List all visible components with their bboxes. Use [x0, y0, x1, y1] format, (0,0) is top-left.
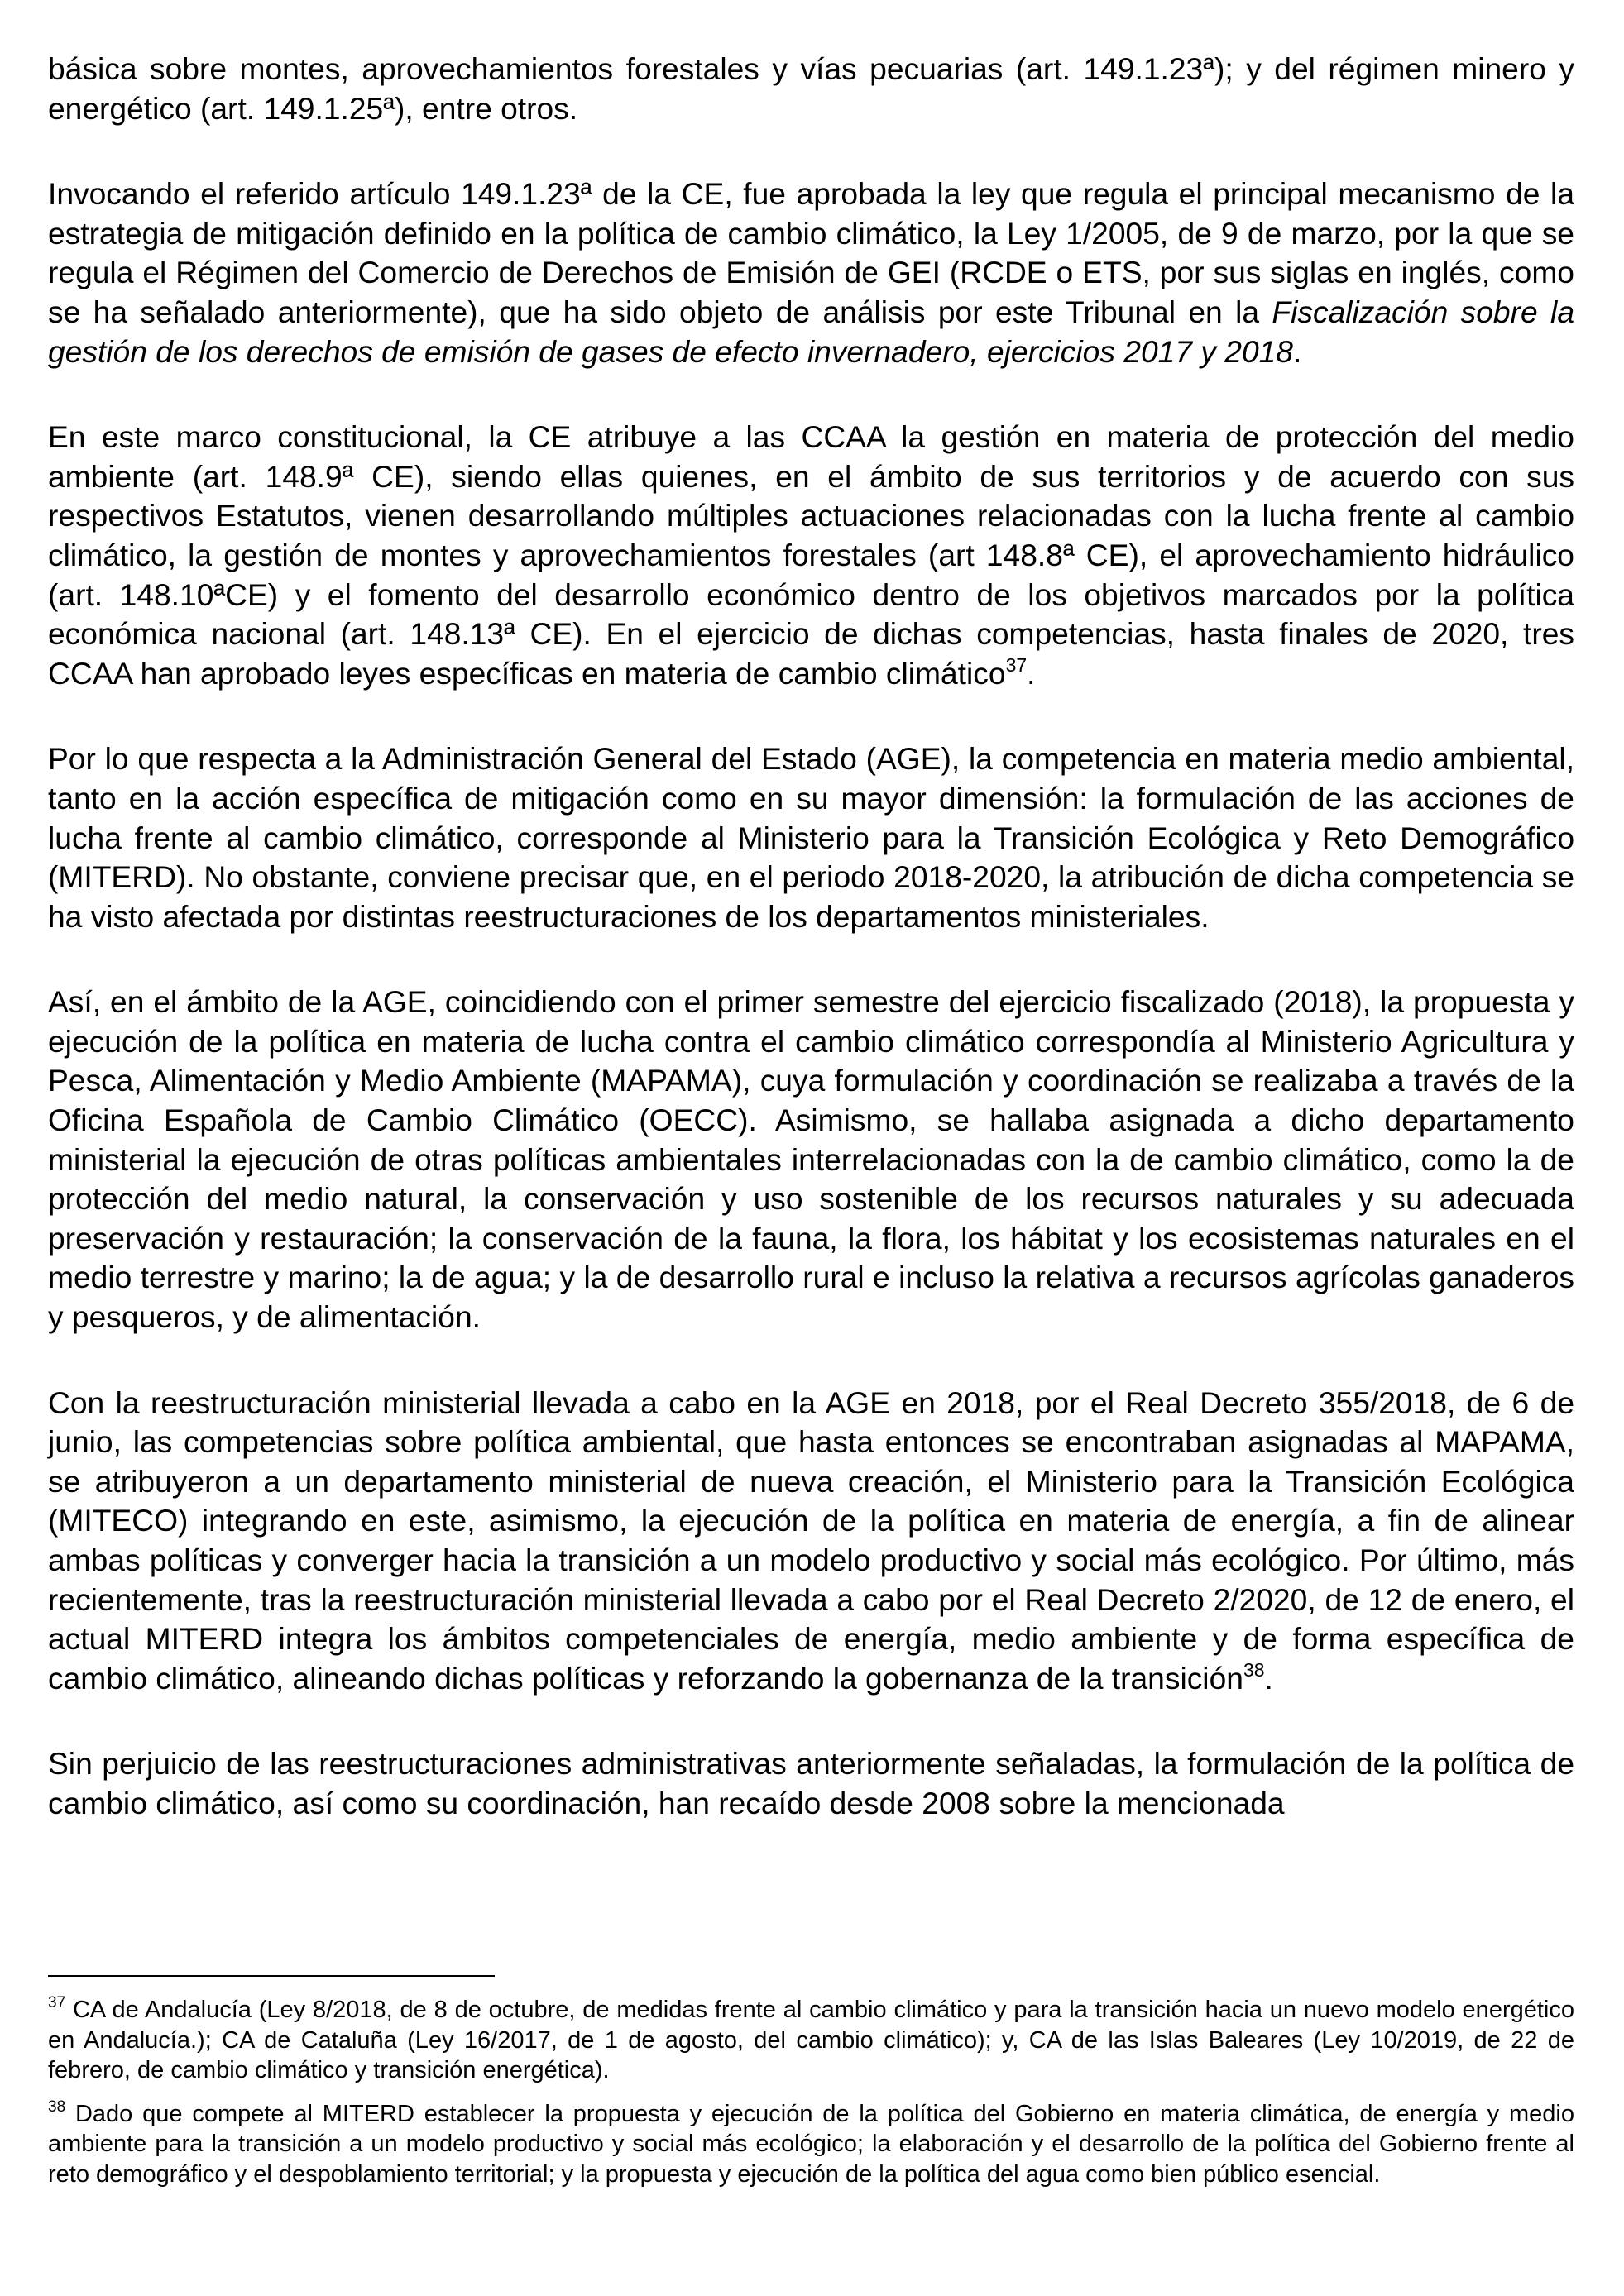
paragraph-3-text: En este marco constitucional, la CE atribuye a las CCAA la gestión en materia de protección del medio ambiente (art. 148.9ª CE), siendo ellas quienes, en el ámbito de sus territorios y de acuerdo con sus respectivos Estatutos, vienen desarrollando múltiples actuaciones relacionadas con la lucha frente al cambio climático, la gestión de montes y aprovechamientos forestales (art 148.8ª CE), el aprovechamiento hidráulico (art. 148.10ªCE) y el fomento del desarrollo económico dentro de los objetivos marcados por la política económica nacional (art. 148.13ª CE). En el ejercicio de dichas competencias, hasta finales de 2020, tres CCAA han aprobado leyes específicas en materia de cambio climático: [48, 419, 1574, 691]
footnote-number: 37: [48, 1994, 66, 2011]
footnote-text: Dado que compete al MITERD establecer la propuesta y ejecución de la política del Gobierno en materia climática, de energía y medio ambiente para la transición a un modelo productivo y social más ecológico; la elaboración y el desarrollo de la política del Gobierno frente al reto demográfico y el despoblamiento territorial; y la propuesta y ejecución de la política del agua como bien público esencial.: [48, 2100, 1574, 2188]
paragraph-2-text: Invocando el referido artículo 149.1.23ª de la CE, fue aprobada la ley que regula el principal mecanismo de la estrategia de mitigación definido en la política de cambio climático, la Ley 1/2005, de 9 de marzo, por la que se regula el Régimen del Comercio de Derechos de Emisión de GEI (RCDE o ETS, por sus siglas en inglés, como se ha señalado anteriormente), que ha sido objeto de análisis por este Tribunal en la: [48, 176, 1574, 329]
footnote-37: [48, 1995, 1574, 2086]
footnotes-section: [48, 1975, 1574, 2203]
report-title-italic: Fiscalización sobre la gestión de los derechos de emisión de gases de efecto invernadero, ejercicios 2017 y 2018: [48, 294, 1574, 369]
paragraph-7-text: Sin perjuicio de las reestructuraciones administrativas anteriormente señaladas, la formulación de la política de cambio climático, así como su coordinación, han recaído desde 2008 sobre la mencionada: [48, 1746, 1574, 1820]
paragraph-7: [48, 1744, 1574, 1823]
paragraph-5: [48, 983, 1574, 1337]
paragraph-3: [48, 418, 1574, 693]
page-body: [48, 50, 1574, 1870]
paragraph-1: [48, 50, 1574, 128]
paragraph-4-text: Por lo que respecta a la Administración General del Estado (AGE), la competencia en materia medio ambiental, tanto en la acción específica de mitigación como en su mayor dimensión: la formulación de las acciones de lucha frente al cambio climático, corresponde al Ministerio para la Transición Ecológica y Reto Demográfico (MITERD). No obstante, conviene precisar que, en el periodo 2018-2020, la atribución de dicha competencia se ha visto afectada por distintas reestructuraciones de los departamentos ministeriales.: [48, 741, 1574, 934]
paragraph-6-text: Con la reestructuración ministerial llevada a cabo en la AGE en 2018, por el Real Decreto 355/2018, de 6 de junio, las competencias sobre política ambiental, que hasta entonces se encontraban asignadas al MAPAMA, se atribuyeron a un departamento ministerial de nueva creación, el Ministerio para la Transición Ecológica (MITECO) integrando en este, asimismo, la ejecución de la política en materia de energía, a fin de alinear ambas políticas y converger hacia la transición a un modelo productivo y social más ecológico. Por último, más recientemente, tras la reestructuración ministerial llevada a cabo por el Real Decreto 2/2020, de 12 de enero, el actual MITERD integra los ámbitos competenciales de energía, medio ambiente y de forma específica de cambio climático, alineando dichas políticas y reforzando la gobernanza de la transición: [48, 1385, 1574, 1696]
footnote-ref-38[interactable]: 38: [1243, 1658, 1265, 1681]
paragraph-2-end: .: [1293, 333, 1302, 369]
paragraph-6-end: .: [1264, 1660, 1273, 1696]
footnote-divider: [48, 1975, 495, 1977]
paragraph-2: [48, 175, 1574, 371]
paragraph-3-end: .: [1027, 655, 1036, 691]
footnote-38: [48, 2099, 1574, 2190]
paragraph-4: [48, 739, 1574, 936]
footnote-text: CA de Andalucía (Ley 8/2018, de 8 de octubre, de medidas frente al cambio climático y para la transición hacia un nuevo modelo energético en Andalucía.); CA de Cataluña (Ley 16/2017, de 1 de agosto, del cambio climático); y, CA de las Islas Baleares (Ley 10/2019, de 22 de febrero, de cambio climático y transición energética).: [48, 1997, 1574, 2083]
paragraph-1-text: básica sobre montes, aprovechamientos forestales y vías pecuarias (art. 149.1.23ª); y del régimen minero y energético (art. 149.1.25ª), entre otros.: [48, 51, 1574, 126]
footnote-ref-37[interactable]: 37: [1005, 653, 1028, 676]
footnote-number: 38: [48, 2097, 66, 2116]
paragraph-5-text: Así, en el ámbito de la AGE, coincidiendo con el primer semestre del ejercicio fiscalizado (2018), la propuesta y ejecución de la política en materia de lucha contra el cambio climático correspondía al Ministerio Agricultura y Pesca, Alimentación y Medio Ambiente (MAPAMA), cuya formulación y coordinación se realizaba a través de la Oficina Española de Cambio Climático (OECC). Asimismo, se hallaba asignada a dicho departamento ministerial la ejecución de otras políticas ambientales interrelacionadas con la de cambio climático, como la de protección del medio natural, la conservación y uso sostenible de los recursos naturales y su adecuada preservación y restauración; la conservación de la fauna, la flora, los hábitat y los ecosistemas naturales en el medio terrestre y marino; la de agua; y la de desarrollo rural e incluso la relativa a recursos agrícolas ganaderos y pesqueros, y de alimentación.: [48, 984, 1574, 1335]
paragraph-6: [48, 1384, 1574, 1699]
